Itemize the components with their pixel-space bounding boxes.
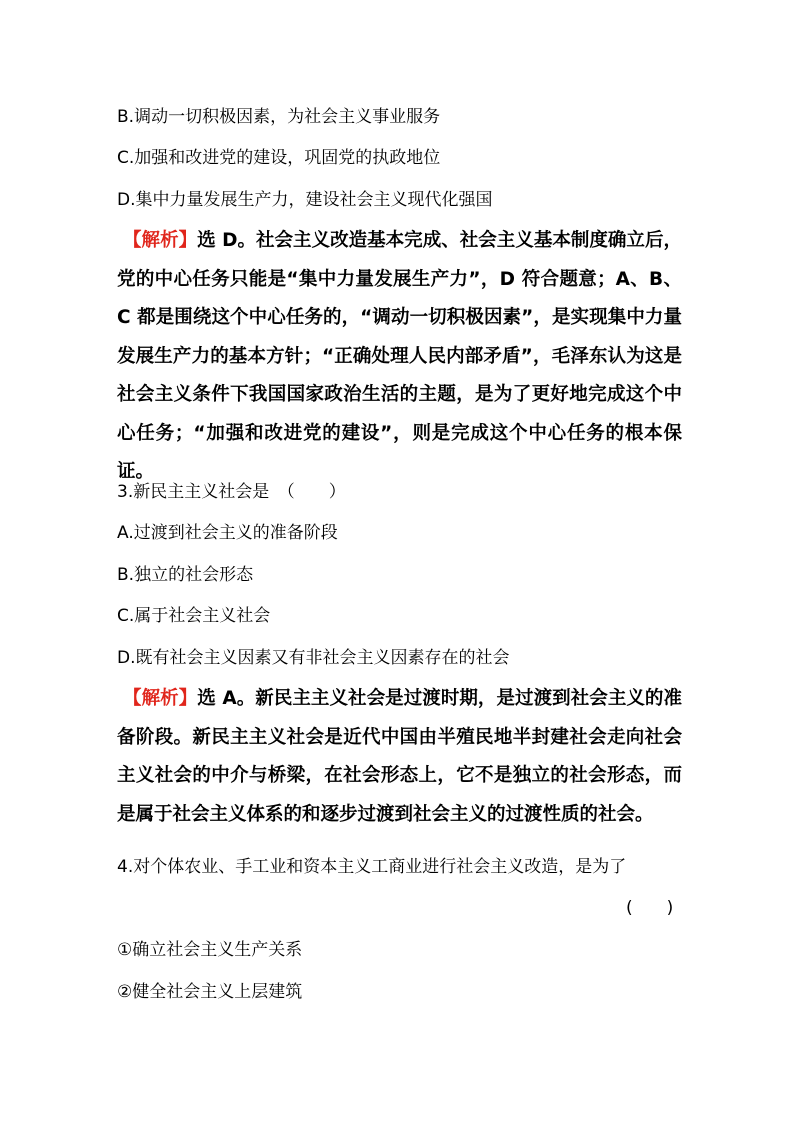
q3-option-c: C.属于社会主义社会	[117, 606, 271, 626]
q3-analysis-text: 选 A。新民主主义社会是过渡时期，是过渡到社会主义的准备阶段。新民主主义社会是近代中国由半殖民地半封建社会走向社会主义社会的中介与桥梁，在社会形态上，它不是独立的社会形态，而是属于社会主义体系的和逐步过渡到社会主义的过渡性质的社会。	[117, 688, 682, 825]
q4-item-2: ②健全社会主义上层建筑	[117, 982, 303, 1002]
q3-option-a: A.过渡到社会主义的准备阶段	[117, 523, 338, 543]
analysis-tag: 【解析】	[123, 230, 198, 251]
q2-analysis	[117, 222, 682, 492]
q4-answer-parentheses: ( )	[626, 898, 674, 918]
q4-stem: 4.对个体农业、手工业和资本主义工商业进行社会主义改造，是为了	[117, 857, 627, 877]
q3-option-b: B.独立的社会形态	[117, 565, 254, 585]
q2-option-b: B.调动一切积极因素，为社会主义事业服务	[117, 107, 441, 127]
q3-analysis	[117, 680, 682, 834]
q2-analysis-text: 选 D。社会主义改造基本完成、社会主义基本制度确立后，党的中心任务只能是“集中力量发展生产力”，D 符合题意；A、B、C 都是围绕这个中心任务的，“调动一切积极因素”，是实现集中力量发展生产力的基本方针；“正确处理人民内部矛盾”，毛泽东认为这是社会主义条件下我国国家政治生活的主题，是为了更好地完成这个中心任务；“加强和改进党的建设”，则是完成这个中心任务的根本保证。	[117, 230, 682, 482]
analysis-tag: 【解析】	[123, 688, 198, 709]
q3-stem: 3.新民主主义社会是 （ ）	[117, 482, 346, 502]
q2-option-d: D.集中力量发展生产力，建设社会主义现代化强国	[117, 190, 493, 210]
q3-option-d: D.既有社会主义因素又有非社会主义因素存在的社会	[117, 648, 510, 668]
q2-option-c: C.加强和改进党的建设，巩固党的执政地位	[117, 148, 441, 168]
q4-item-1: ①确立社会主义生产关系	[117, 940, 303, 960]
